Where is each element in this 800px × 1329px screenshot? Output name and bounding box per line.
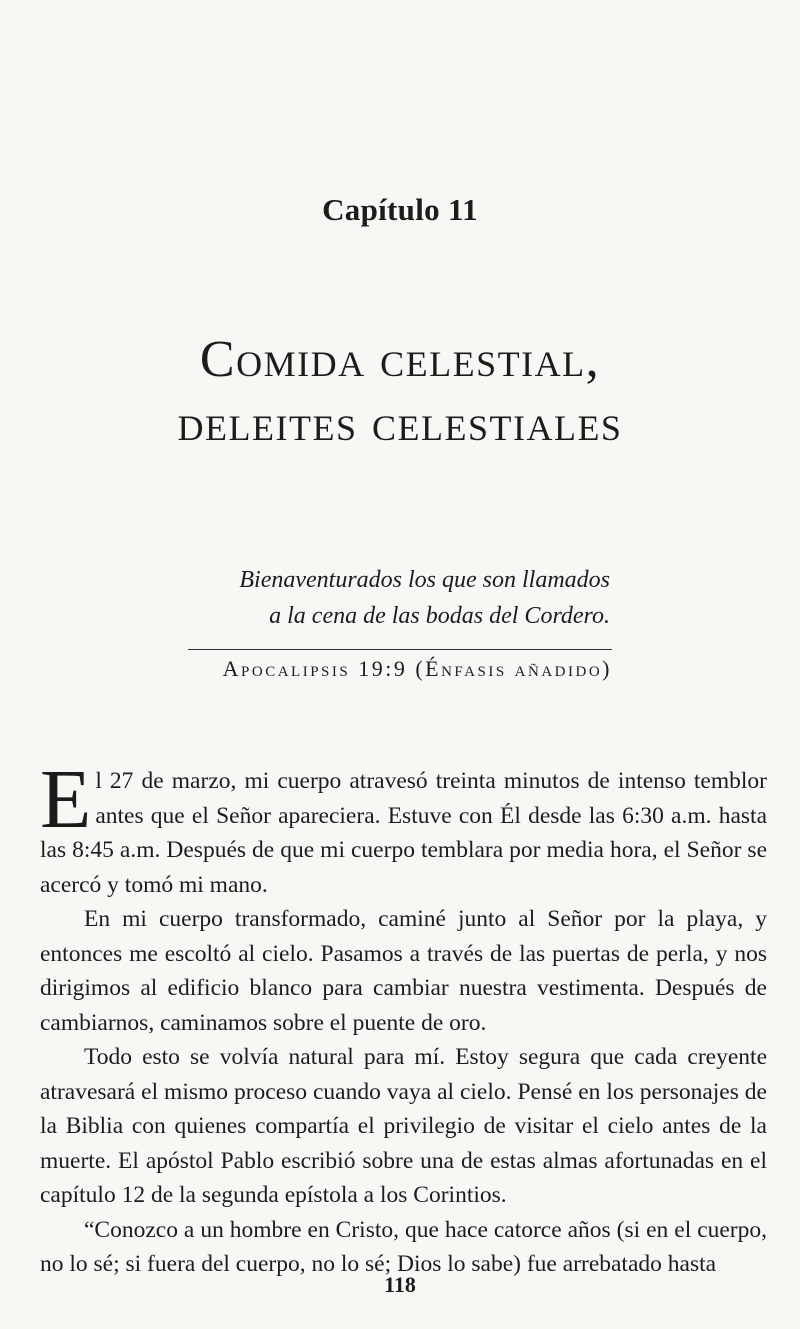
epigraph-line-2: a la cena de las bodas del Cordero. bbox=[269, 603, 610, 629]
epigraph-source: Apocalipsis 19:9 (Énfasis añadido) bbox=[222, 656, 612, 681]
drop-cap: E bbox=[40, 753, 92, 846]
paragraph-1 bbox=[40, 753, 767, 902]
paragraph-3: Todo esto se volvía natural para mí. Estoy segura que cada creyente atravesará el mismo proceso cuando vaya al cielo. Pensé en los personajes de la Biblia con quienes compartía el privilegio de visitar el cielo antes de la muerte. El apóstol Pablo escribió sobre una de estas almas afortunadas en el capítulo 12 de la segunda epístola a los Corintios. bbox=[40, 1044, 767, 1208]
chapter-title bbox=[0, 328, 800, 456]
paragraph-2: En mi cuerpo transformado, caminé junto al Señor por la playa, y entonces me escoltó al cielo. Pasamos a través de las puertas de perla, y nos dirigimos al edificio blanco para cambiar nuestra vestimenta. Después de cambiarnos, caminamos sobre el puente de oro. bbox=[40, 906, 767, 1036]
chapter-title-line-2: deleites celestiales bbox=[177, 395, 623, 452]
page-number: 118 bbox=[384, 1272, 416, 1297]
paragraph-1-text: l 27 de marzo, mi cuerpo atravesó treinta minutos de intenso temblor antes que el Señor apareciera. Estuve con Él desde las 6:30 a.m. hasta las 8:45 a.m. Después de que mi cuerpo temblara por media hora, el Señor se acercó y tomó mi mano. bbox=[40, 768, 767, 898]
chapter-title-line-1: Comida celestial, bbox=[199, 331, 601, 388]
epigraph-quote bbox=[190, 562, 610, 634]
chapter-label: Capítulo 11 bbox=[322, 192, 478, 227]
paragraph-4: “Conozco a un hombre en Cristo, que hace catorce años (si en el cuerpo, no lo sé; si fuera del cuerpo, no lo sé; Dios lo sabe) fue arrebatado hasta bbox=[40, 1216, 767, 1277]
epigraph-divider bbox=[188, 649, 612, 650]
epigraph-line-1: Bienaventurados los que son llamados bbox=[239, 567, 610, 593]
body-text bbox=[40, 753, 767, 1282]
